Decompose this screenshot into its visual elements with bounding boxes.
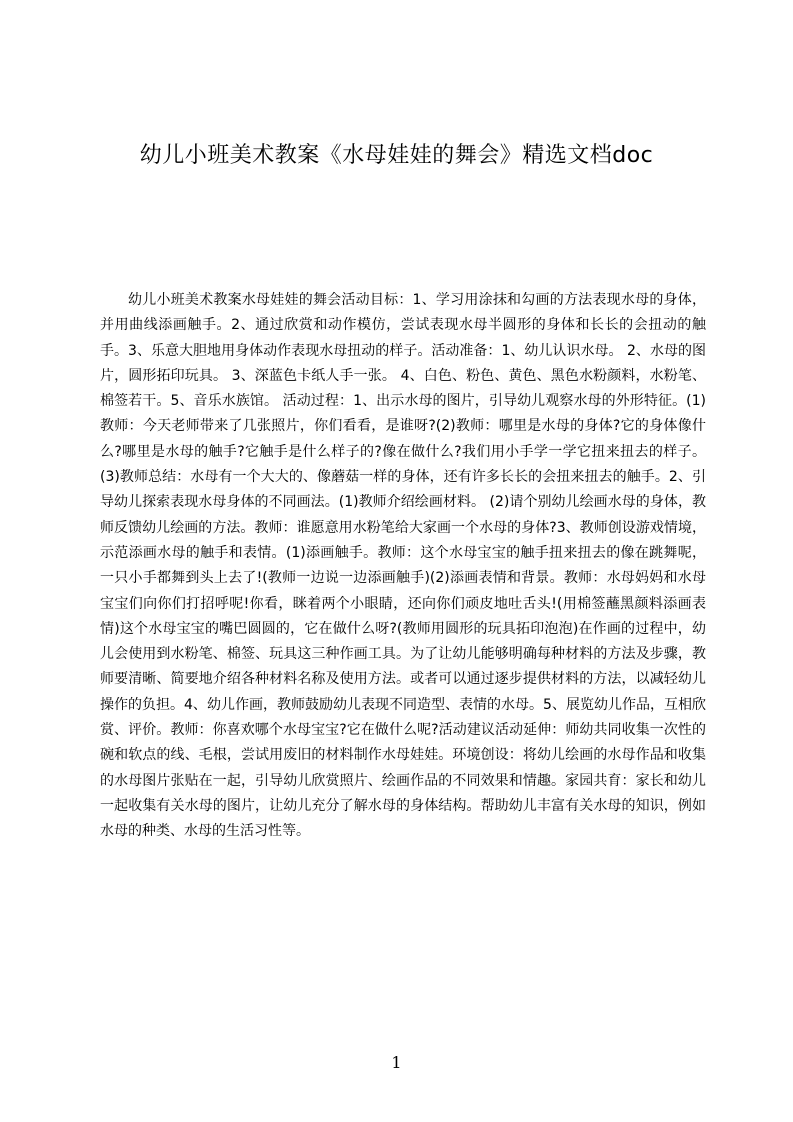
document-title: 幼儿小班美术教案《水母娃娃的舞会》精选文档doc: [139, 143, 654, 168]
document-body-paragraph: 幼儿小班美术教案水母娃娃的舞会活动目标：1、学习用涂抹和勾画的方法表现水母的身体，并用曲线添画触手。2、通过欣赏和动作模仿，尝试表现水母半圆形的身体和长长的会扭动的触手。3、乐意大胆地用身体动作表现水母扭动的样子。活动准备：1、幼儿认识水母。 2、水母的图片，圆形拓印玩具。 3、深蓝色卡纸人手一张。 4、白色、粉色、黄色、黑色水粉颜料，水粉笔、棉签若干。5、音乐水族馆。 活动过程：1、出示水母的图片，引导幼儿观察水母的外形特征。(1)教师：今天老师带来了几张照片，你们看看，是谁呀?(2)教师：哪里是水母的身体?它的身体像什么?哪里是水母的触手?它触手是什么样子的?像在做什么?我们用小手学一学它扭来扭去的样子。(3)教师总结：水母有一个大大的、像蘑菇一样的身体，还有许多长长的会扭来扭去的触手。2、引导幼儿探索表现水母身体的不同画法。(1)教师介绍绘画材料。 (2)请个别幼儿绘画水母的身体，教师反馈幼儿绘画的方法。教师：谁愿意用水粉笔给大家画一个水母的身体?3、教师创设游戏情境，示范添画水母的触手和表情。(1)添画触手。教师：这个水母宝宝的触手扭来扭去的像在跳舞呢，一只小手都舞到头上去了!(教师一边说一边添画触手)(2)添画表情和背景。教师：水母妈妈和水母宝宝们向你们打招呼呢!你看，眯着两个小眼睛，还向你们顽皮地吐舌头!(用棉签蘸黑颜料添画表情)这个水母宝宝的嘴巴圆圆的，它在做什么呀?(教师用圆形的玩具拓印泡泡)在作画的过程中，幼儿会使用到水粉笔、棉签、玩具这三种作画工具。为了让幼儿能够明确每种材料的方法及步骤，教师要清晰、简要地介绍各种材料名称及使用方法。或者可以通过逐步提供材料的方法，以减轻幼儿操作的负担。4、幼儿作画，教师鼓励幼儿表现不同造型、表情的水母。5、展览幼儿作品，互相欣赏、评价。教师：你喜欢哪个水母宝宝?它在做什么呢?活动建议活动延伸：师幼共同收集一次性的碗和软点的线、毛根，尝试用废旧的材料制作水母娃娃。环境创设：将幼儿绘画的水母作品和收集的水母图片张贴在一起，引导幼儿欣赏照片、绘画作品的不同效果和情趣。家园共育：家长和幼儿一起收集有关水母的图片，让幼儿充分了解水母的身体结构。帮助幼儿丰富有关水母的知识，例如水母的种类、水母的生活习性等。: [100, 292, 706, 840]
page-number: 1: [391, 1053, 402, 1072]
